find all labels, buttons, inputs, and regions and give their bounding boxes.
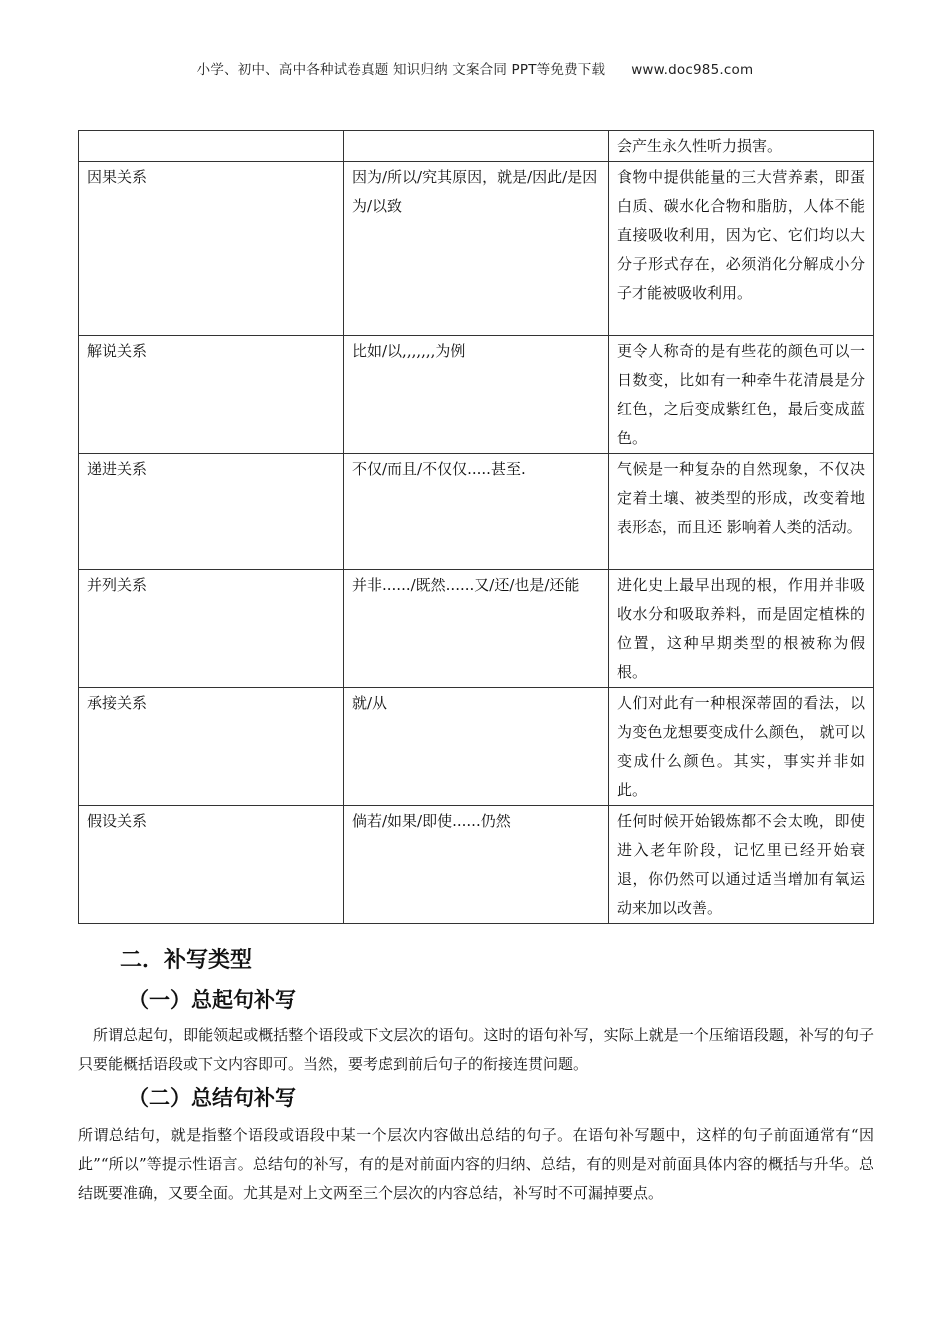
relation-cell [79, 131, 344, 162]
table-row [79, 454, 874, 570]
table-row [79, 162, 874, 336]
relation-cell: 并列关系 [79, 570, 344, 688]
section-title: 二．补写类型 [120, 948, 253, 973]
example-cell: 更令人称奇的是有些花的颜色可以一日数变，比如有一种牵牛花清晨是分红色，之后变成紫红色，最后变成蓝色。 [609, 336, 874, 454]
connectives-cell: 不仅/而且/不仅仅.....甚至. [344, 454, 609, 570]
subsection-text-opening: 所谓总起句，即能领起或概括整个语段或下文层次的语句。这时的语句补写，实际上就是一个压缩语段题，补写的句子只要能概括语段或下文内容即可。当然，要考虑到前后句子的衔接连贯问题。 [78, 1026, 874, 1073]
table-row [79, 688, 874, 806]
subsection-title-summary: （二）总结句补写 [128, 1086, 296, 1110]
example-cell: 进化史上最早出现的根，作用并非吸收水分和吸取养料，而是固定植株的位置，这种早期类型的根被称为假根。 [609, 570, 874, 688]
header-text: 小学、初中、高中各种试卷真题 知识归纳 文案合同 PPT等免费下载 [196, 62, 606, 78]
example-cell: 会产生永久性听力损害。 [609, 131, 874, 162]
connectives-cell: 因为/所以/究其原因，就是/因此/是因为/以致 [344, 162, 609, 336]
header-url[interactable]: www.doc985.com [631, 62, 754, 78]
page-header [0, 58, 950, 78]
relation-cell: 承接关系 [79, 688, 344, 806]
relation-cell: 解说关系 [79, 336, 344, 454]
connectives-cell [344, 131, 609, 162]
relation-cell: 递进关系 [79, 454, 344, 570]
example-cell: 食物中提供能量的三大营养素，即蛋白质、碳水化合物和脂肪，人体不能直接吸收利用，因为它、它们均以大分子形式存在，必须消化分解成小分子才能被吸收利用。 [609, 162, 874, 336]
example-cell: 任何时候开始锻炼都不会太晚，即使进入老年阶段，记忆里已经开始衰退，你仍然可以通过适当增加有氧运动来加以改善。 [609, 806, 874, 924]
example-cell: 人们对此有一种根深蒂固的看法，以为变色龙想要变成什么颜色， 就可以变成什么颜色。其实，事实并非如此。 [609, 688, 874, 806]
connectives-cell: 并非....../既然......又/还/也是/还能 [344, 570, 609, 688]
relation-cell: 因果关系 [79, 162, 344, 336]
table-row [79, 131, 874, 162]
table-row [79, 806, 874, 924]
relations-table [78, 130, 874, 924]
example-cell: 气候是一种复杂的自然现象，不仅决定着土壤、被类型的形成，改变着地表形态，而且还 影响着人类的活动。 [609, 454, 874, 570]
connectives-cell: 倘若/如果/即使......仍然 [344, 806, 609, 924]
table-row [79, 336, 874, 454]
relation-cell: 假设关系 [79, 806, 344, 924]
connectives-cell: 就/从 [344, 688, 609, 806]
subsection-text-summary: 所谓总结句，就是指整个语段或语段中某一个层次内容做出总结的句子。在语句补写题中，这样的句子前面通常有“因此”“所以”等提示性语言。总结句的补写，有的是对前面内容的归纳、总结，有的则是对前面具体内容的概括与升华。总结既要准确，又要全面。尤其是对上文两至三个层次的内容总结，补写时不可漏掉要点。 [78, 1126, 874, 1202]
connectives-cell: 比如/以,,,,,,,为例 [344, 336, 609, 454]
subsection-title-opening: （一）总起句补写 [128, 988, 296, 1012]
table-row [79, 570, 874, 688]
